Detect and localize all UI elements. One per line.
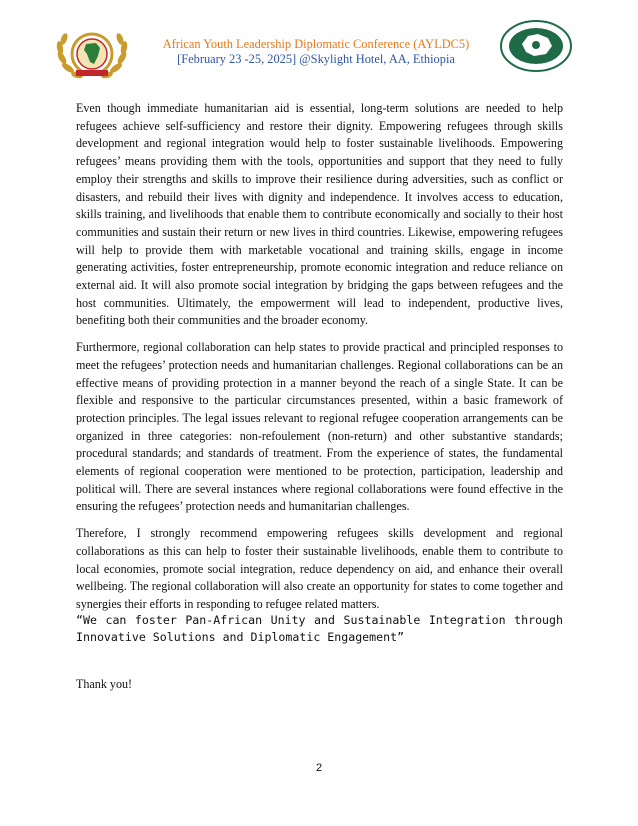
motto-quote: “We can foster Pan-African Unity and Sustainable Integration through Innovative Solutions and Diplomatic Engagement”	[76, 613, 563, 644]
page-number: 2	[315, 762, 323, 774]
paragraph-regional-collaboration: Furthermore, regional collaboration can help states to provide practical and principled responses to meet the refugees’ protection needs and humanitarian challenges. Regional collaborations can be an effective means of providing protection in a manner beyond the reach of a single State. It can be flexible and responsive to the particular circumstances presented, within a basic framework of protection principles. The legal issues relevant to regional refugee cooperation arrangements can be organized in three categories: non-refoulement (non-return) and other substantive standards; procedural standards; and standards of treatment. From the experience of states, the fundamental elements of regional cooperation were mentioned to be protection, participation, leadership and political will. There are several instances where regional collaborations were found effective in the ensuring the refugees’ protection needs and humanitarian challenges.	[76, 340, 563, 514]
paragraph-empowering-refugees: Even though immediate humanitarian aid is essential, long-term solutions are needed to help refugees achieve self-sufficiency and restore their dignity. Empowering refugees through skills development and regional integration would help to foster sustainable livelihoods. Empowering refugees’ means providing them with the tools, opportunities and support that they need to fully employ their strengths and skills to improve their resilience during adversities, such as conflict or disasters, and rebuild their lives with dignity and independence. It involves access to education, skills training, and livelihoods that enable them to contribute economically and socially to their host communities and sustain their return or new lives in third countries. Likewise, empowering refugees will help to provide them with marketable vocational and training skills, engage in income generating activities, foster entrepreneurship, promote economic integration and reduce reliance on external aid. It will also promote social integration by bridging the gaps between refugees and the host communities. Ultimately, the empowerment will lead to independent, productive lives, benefiting both their communities and the broader economy.	[76, 101, 563, 328]
conference-date-venue: [February 23 -25, 2025] @Skylight Hotel, AA, Ethiopia	[177, 52, 455, 66]
green-ethiopia-emblem-logo	[498, 18, 574, 78]
laurel-wreath-africa-logo	[52, 26, 132, 86]
conference-header	[140, 37, 492, 67]
letter-body	[76, 100, 563, 623]
conference-title: African Youth Leadership Diplomatic Conference (AYLDC5)	[162, 37, 470, 51]
closing-thanks: Thank you!	[76, 677, 133, 691]
paragraph-recommendation: Therefore, I strongly recommend empowering refugees skills development and regional collaborations as this can help to foster their sustainable livelihoods, enable them to contribute to local economies, promote social integration, reduce dependency on aid, and enhance their overall wellbeing. The regional collaboration will also create an opportunity for states to come together and synergies their efforts in responding to refugee related matters.	[76, 526, 563, 611]
